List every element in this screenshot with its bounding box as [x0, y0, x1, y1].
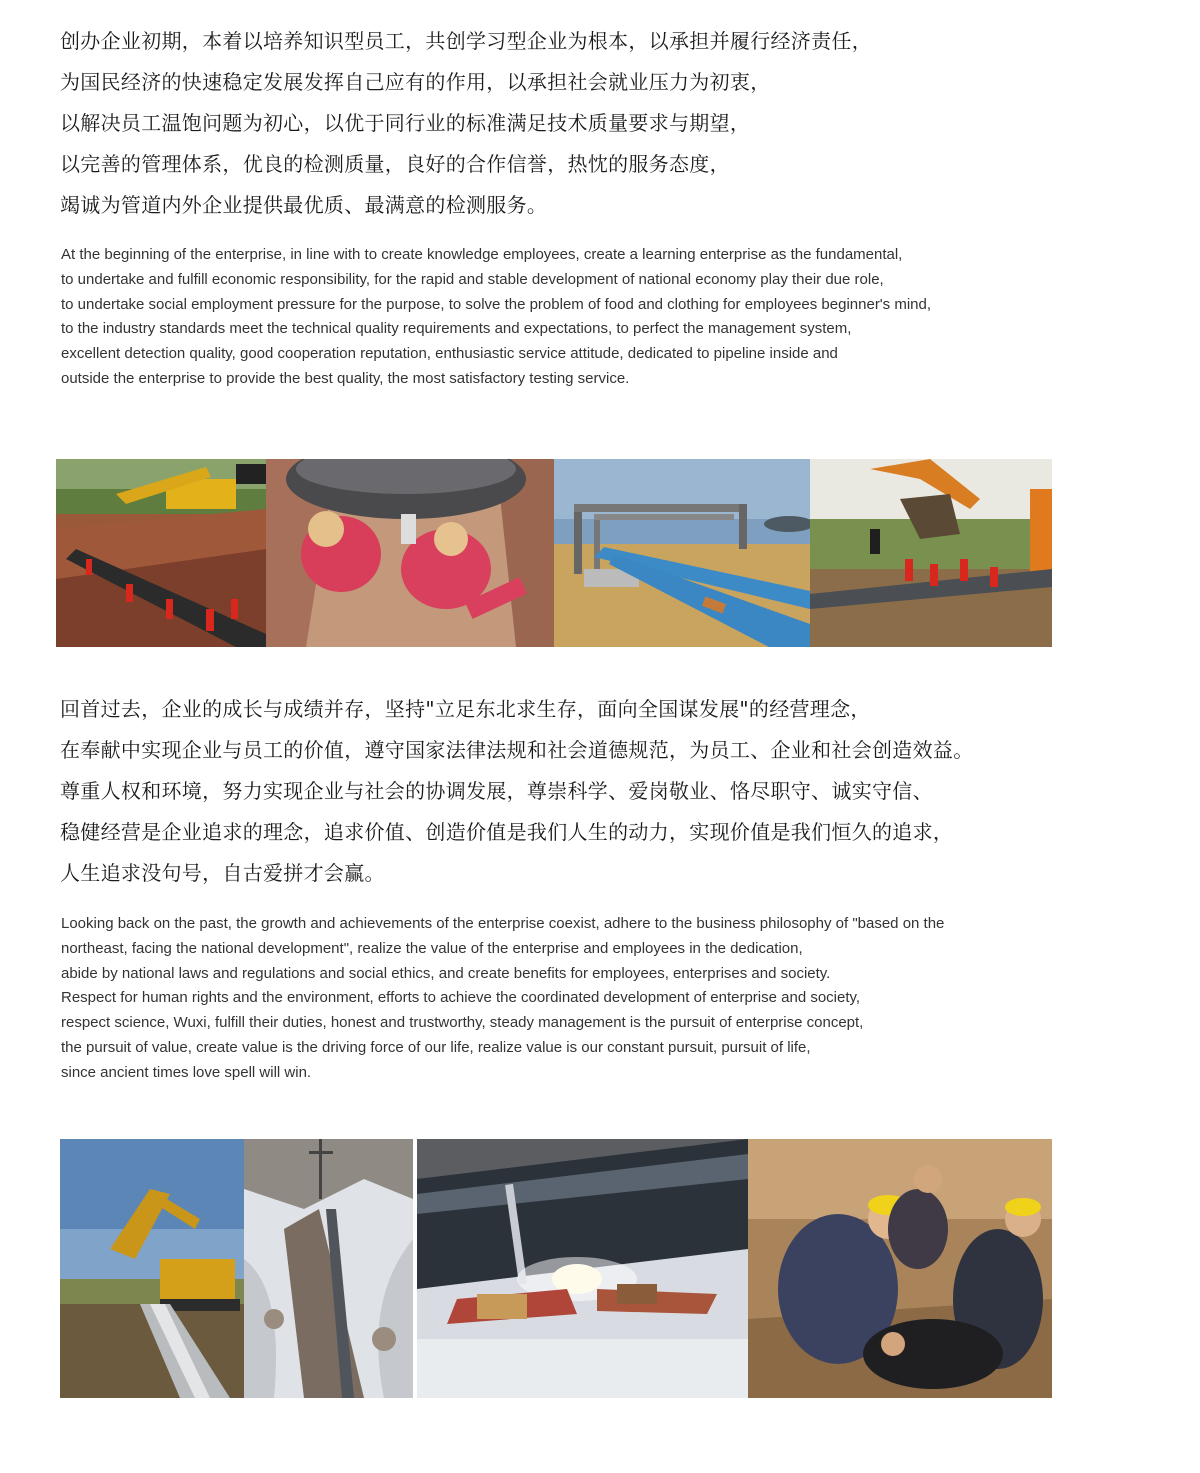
- intro-zh-line: 以完善的管理体系，优良的检测质量，良好的合作信誉，热忱的服务态度，: [60, 152, 730, 176]
- excavator-laying-pipe-photo: [56, 459, 266, 647]
- intro-zh-line: 竭诚为管道内外企业提供最优质、最满意的检测服务。: [60, 193, 548, 217]
- philosophy-en-line: Looking back on the past, the growth and achievements of the enterprise coexist, adhere to the business philosophy of "based on the: [61, 915, 945, 932]
- philosophy-zh-line: 尊重人权和环境，努力实现企业与社会的协调发展，尊崇科学、爱岗敬业、恪尽职守、诚实守信、: [60, 779, 933, 803]
- philosophy-en-line: abide by national laws and regulations and social ethics, and create benefits for employees, enterprises and society.: [61, 964, 831, 982]
- photo-strip-field-work: [60, 1139, 1052, 1398]
- philosophy-zh-line: 回首过去，企业的成长与成绩并存，坚持"立足东北求生存，面向全国谋发展"的经营理念，: [60, 697, 871, 721]
- philosophy-zh-line: 人生追求没句号，自古爱拼才会赢。: [60, 861, 385, 885]
- intro-en-line: excellent detection quality, good cooperation reputation, enthusiastic service attitude, dedicated to pipeline inside and: [61, 345, 838, 363]
- philosophy-en-line: respect science, Wuxi, fulfill their duties, honest and trustworthy, steady management is the pursuit of enterprise concept,: [61, 1014, 864, 1032]
- intro-en-line: to the industry standards meet the technical quality requirements and expectations, to perfect the management system,: [61, 320, 852, 338]
- pipe-welding-trench-photo: [266, 459, 554, 647]
- philosophy-chinese-paragraph: [60, 689, 1170, 894]
- winter-pipe-welding-photo: [417, 1139, 748, 1398]
- intro-zh-line: 为国民经济的快速稳定发展发挥自己应有的作用，以承担社会就业压力为初衷，: [60, 70, 771, 94]
- pipe-lifting-crew-photo: [810, 459, 1052, 647]
- intro-zh-line: 以解决员工温饱问题为初心，以优于同行业的标准满足技术质量要求与期望，: [60, 111, 751, 135]
- intro-chinese-paragraph: [60, 21, 1170, 226]
- blue-pipeline-field-photo: [554, 459, 810, 647]
- philosophy-en-line: northeast, facing the national development", realize the value of the enterprise and employees in the dedication,: [61, 939, 803, 957]
- intro-en-line: outside the enterprise to provide the best quality, the most satisfactory testing service.: [61, 369, 630, 387]
- hardhat-workers-trench-photo: [748, 1139, 1052, 1398]
- philosophy-zh-line: 稳健经营是企业追求的理念，追求价值、创造价值是我们人生的动力，实现价值是我们恒久的追求，: [60, 820, 954, 844]
- intro-en-line: to undertake social employment pressure for the purpose, to solve the problem of food and clothing for employees beginner's mind,: [61, 295, 932, 313]
- snowy-trench-pipe-photo: [244, 1139, 413, 1398]
- philosophy-zh-line: 在奉献中实现企业与员工的价值，遵守国家法律法规和社会道德规范，为员工、企业和社会创造效益。: [60, 738, 974, 762]
- philosophy-english-paragraph: [61, 912, 1161, 1086]
- intro-en-line: to undertake and fulfill economic responsibility, for the rapid and stable development of national economy play their due role,: [61, 270, 884, 288]
- philosophy-en-line: the pursuit of value, create value is the driving force of our life, realize value is our constant pursuit, pursuit of life,: [61, 1038, 811, 1056]
- intro-english-paragraph: [61, 243, 1161, 392]
- philosophy-en-line: Respect for human rights and the environment, efforts to achieve the coordinated development of enterprise and society,: [61, 989, 861, 1007]
- intro-en-line: At the beginning of the enterprise, in line with to create knowledge employees, create a learning enterprise as the fundamental,: [61, 246, 903, 263]
- excavator-pipeline-trench-photo: [60, 1139, 244, 1398]
- photo-strip-construction: [56, 459, 1052, 647]
- intro-zh-line: 创办企业初期，本着以培养知识型员工，共创学习型企业为根本，以承担并履行经济责任，: [60, 29, 872, 53]
- philosophy-en-line: since ancient times love spell will win.: [61, 1063, 312, 1081]
